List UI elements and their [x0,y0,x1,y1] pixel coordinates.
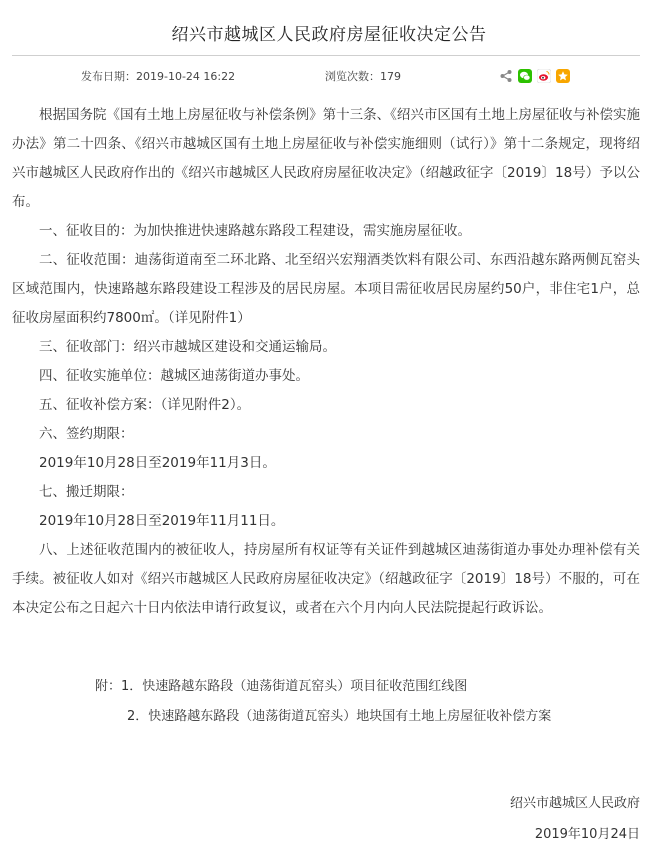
page-title: 绍兴市越城区人民政府房屋征收决定公告 [171,25,487,45]
paragraph-relocation-heading: 七、搬迁期限： [39,484,134,500]
paragraph-scope: 二、征收范围：迪荡街道南至二环北路、北至绍兴宏翔酒类饮料有限公司、东西沿越东路两侧瓦窑头区域范围内，快速路越东路段建设工程涉及的居民房屋。本项目需征收居民房屋约50户，非住宅1户，总征收房屋面积约7800㎡。（详见附件1） [12,252,640,326]
paragraph-department: 三、征收部门：绍兴市越城区建设和交通运输局。 [39,339,336,355]
publish-date: 发布日期：2019-10-24 16:22 [81,70,236,83]
paragraph-executor: 四、征收实施单位：越城区迪荡街道办事处。 [39,368,309,384]
article-body [12,101,640,623]
signature-org: 绍兴市越城区人民政府 [509,796,640,811]
paragraph-signing-period: 2019年10月28日至2019年11月3日。 [39,455,276,471]
paragraph-relocation-period: 2019年10月28日至2019年11月11日。 [39,513,285,529]
share-toolbar [499,67,570,83]
share-icon[interactable] [499,68,513,82]
paragraph-appeal: 八、上述征收范围内的被征收人，持房屋所有权证等有关证件到越城区迪荡街道办事处办理补偿有关手续。被征收人如对《绍兴市越城区人民政府房屋征收决定》（绍越政征字〔2019〕18号）不服的，可在本决定公布之日起六十日内依法申请行政复议，或者在六个月内向人民法院提起行政诉讼。 [12,542,640,616]
paragraph-signing-heading: 六、签约期限： [39,426,134,442]
signature-date: 2019年10月24日 [534,827,640,842]
weibo-icon[interactable] [537,68,551,82]
wechat-icon[interactable] [518,68,532,82]
qzone-icon[interactable] [556,68,570,82]
attachment-link-1[interactable]: 附：1．快速路越东路段（迪荡街道瓦窑头）项目征收范围红线图 [95,679,468,694]
attachment-link-2[interactable]: 2．快速路越东路段（迪荡街道瓦窑头）地块国有土地上房屋征收补偿方案 [127,709,552,724]
paragraph-intro: 根据国务院《国有土地上房屋征收与补偿条例》第十三条、《绍兴市区国有土地上房屋征收与补偿实施办法》第二十四条、《绍兴市越城区国有土地上房屋征收与补偿实施细则（试行）》第十二条规定，现将绍兴市越城区人民政府作出的《绍兴市越城区人民政府房屋征收决定》（绍越政征字〔2019〕18号）予以公布。 [12,107,640,210]
paragraph-compensation: 五、征收补偿方案：（详见附件2）。 [39,397,251,413]
view-count: 浏览次数：179 [325,70,401,83]
title-divider [12,55,640,56]
paragraph-purpose: 一、征收目的：为加快推进快速路越东路段工程建设，需实施房屋征收。 [39,223,471,239]
